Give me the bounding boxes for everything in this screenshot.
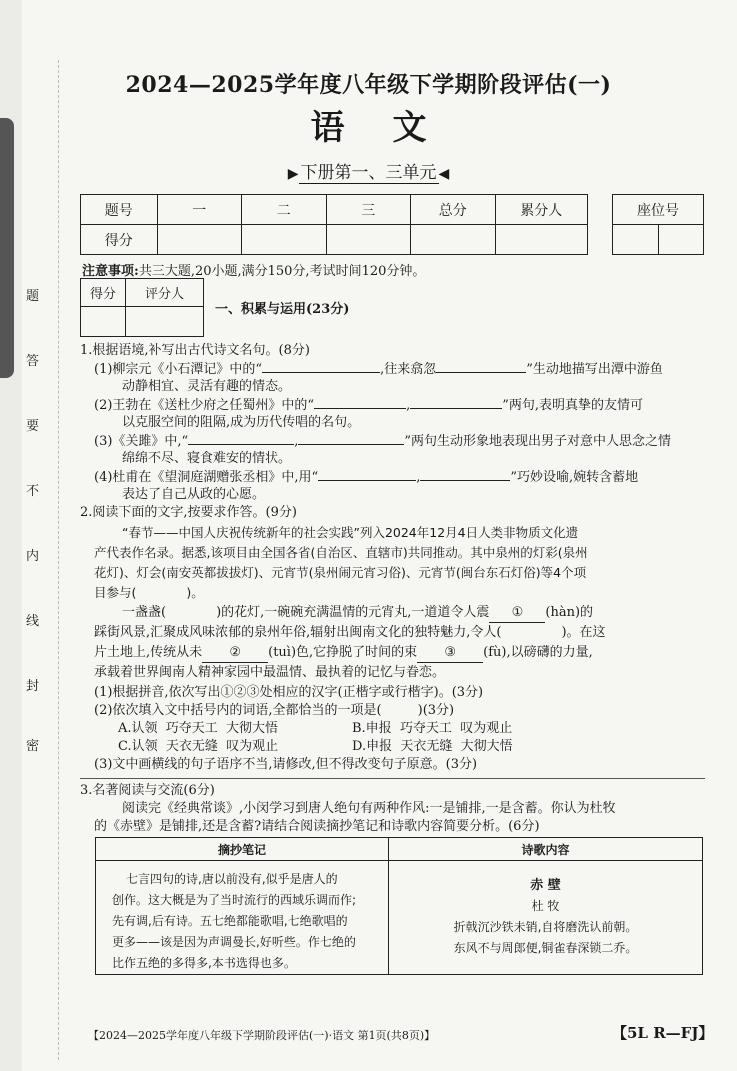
text: )。在这 — [561, 625, 606, 640]
grader-score-label: 得分 — [81, 279, 126, 307]
text: (hàn)的 — [545, 605, 594, 620]
poem-line: 东风不与周郎便,铜雀春深锁二乔。 — [453, 941, 638, 955]
blank-3[interactable]: ③ — [417, 644, 483, 663]
q2-stem: 2.阅读下面的文字,按要求作答。(9分) — [80, 505, 297, 520]
answer-blank[interactable] — [188, 432, 294, 445]
seal-char: 封 — [26, 679, 40, 694]
answer-blank[interactable] — [410, 396, 502, 409]
text: (2)依次填入文中括号内的词语,全都恰当的一项是( — [94, 703, 382, 718]
q1-line: 动静相宜、灵活有趣的情态。 — [122, 379, 292, 394]
text: , — [406, 398, 411, 413]
text: ”两句生动形象地表现出男子对意中人思念之情 — [404, 434, 671, 449]
text: 片土地上,传统从未 — [94, 645, 203, 660]
blank-1[interactable]: ① — [489, 604, 545, 623]
text: ”生动地描写出潭中游鱼 — [526, 362, 663, 377]
option-d[interactable]: D.申报 天衣无缝 大彻大悟 — [352, 739, 513, 754]
subject-title: 语文 — [310, 108, 475, 148]
blank-2[interactable]: ② — [202, 644, 268, 663]
q1-line: 表达了自己从政的心愿。 — [122, 487, 266, 502]
q2-sub2 — [94, 702, 454, 720]
text: 一盏盏( — [122, 605, 167, 620]
score-header-cell: 二 — [242, 195, 327, 225]
seat-cell[interactable] — [613, 225, 659, 255]
score-header-cell: 累分人 — [495, 195, 587, 225]
score-cell[interactable] — [157, 225, 242, 255]
seal-char: 内 — [26, 549, 40, 564]
q1-line: 绵绵不尽、寝食难安的情状。 — [122, 451, 292, 466]
answer-blank[interactable] — [420, 468, 510, 481]
note-line: 七言四句的诗,唐以前没有,似乎是唐人的 — [126, 872, 338, 886]
text: , — [294, 434, 299, 449]
score-header-cell: 三 — [326, 195, 411, 225]
grader-label: 评分人 — [126, 279, 204, 307]
score-cell[interactable] — [242, 225, 327, 255]
seat-cell[interactable] — [658, 225, 704, 255]
seal-char: 要 — [26, 419, 40, 434]
passage-line: “春节——中国人庆祝传统新年的社会实践”列入2024年12月4日人类非物质文化遗 — [122, 525, 579, 540]
score-cell[interactable] — [411, 225, 496, 255]
text: (4)杜甫在《望洞庭湖赠张丞相》中,用“ — [94, 470, 319, 485]
text: ”两句,表明真挚的友情可 — [502, 398, 643, 413]
text: )。 — [186, 585, 204, 600]
q3-body: 的《赤壁》是铺排,还是含蓄?请结合阅读摘抄笔记和诗歌内容简要分析。(6分) — [94, 819, 540, 834]
binding-tab — [0, 118, 14, 378]
q3-stem: 3.名著阅读与交流(6分) — [80, 783, 215, 798]
q2-sub1: (1)根据拼音,依次写出①②③处相应的汉字(正楷字或行楷字)。(3分) — [94, 685, 484, 700]
arrow-left-icon: ◀ — [438, 166, 450, 182]
answer-rule — [80, 778, 705, 779]
q1-line — [94, 432, 671, 451]
answer-blank[interactable] — [298, 432, 404, 445]
note-line: 更多——该是因为声调曼长,好听些。作七绝的 — [112, 935, 356, 949]
unit-banner — [0, 158, 737, 183]
q2-sub3: (3)文中画横线的句子语序不当,请修改,但不得改变句子原意。(3分) — [94, 757, 478, 772]
seat-label: 座位号 — [613, 195, 704, 225]
q1-line — [94, 396, 643, 415]
text: ”巧妙设喻,婉转含蓄地 — [510, 470, 639, 485]
score-cell[interactable] — [495, 225, 587, 255]
score-row-label: 得分 — [81, 225, 158, 255]
answer-blank[interactable] — [436, 360, 526, 373]
note-line: 比作五绝的多得多,本书选得也多。 — [112, 956, 296, 970]
seal-char: 答 — [26, 354, 40, 369]
score-table — [80, 194, 588, 255]
seal-char: 密 — [26, 739, 40, 754]
score-header-cell: 总分 — [411, 195, 496, 225]
answer-blank[interactable] — [314, 396, 406, 409]
text: ,往来翕忽 — [380, 362, 437, 377]
page-footer: 【2024—2025学年度八年级下学期阶段评估(一)·语文 第1页(共8页)】 — [88, 1029, 436, 1042]
text: (fù),以磅礴的力量, — [483, 645, 593, 660]
section-heading: 一、积累与运用(23分) — [215, 302, 350, 317]
seal-char: 不 — [26, 484, 40, 499]
reading-table — [95, 837, 703, 975]
text: )(3分) — [417, 703, 455, 718]
answer-blank[interactable] — [262, 360, 380, 373]
passage-line: 产代表作名录。据悉,该项目由全国各省(自治区、直辖市)共同推动。其中泉州的灯彩(泉州 — [94, 545, 588, 560]
text: (2)王勃在《送杜少府之任蜀州》中的“ — [94, 398, 315, 413]
text: )的花灯,一碗碗充满温情的元宵丸,一道道令人震 — [216, 605, 490, 620]
q1-line — [94, 360, 663, 379]
notice-label: 注意事项: — [82, 264, 139, 279]
excerpt-notes — [96, 861, 389, 975]
text: (3)《关雎》中,“ — [94, 434, 189, 449]
poem-author: 杜 牧 — [531, 899, 560, 913]
note-line: 创作。这大概是为了当时流行的西域乐调而作; — [112, 893, 357, 907]
passage-line — [122, 604, 593, 623]
text: , — [416, 470, 421, 485]
grader-table — [80, 278, 204, 337]
score-cell[interactable] — [326, 225, 411, 255]
q1-stem: 1.根据语境,补写出古代诗文名句。(8分) — [80, 343, 310, 358]
passage-line: 花灯)、灯会(南安英都拔拔灯)、元宵节(泉州闹元宵习俗)、元宵节(闽台东石灯俗)等4个项 — [94, 565, 587, 580]
passage-line — [94, 624, 606, 642]
grader-name-cell[interactable] — [126, 307, 204, 337]
col-header-notes: 摘抄笔记 — [96, 838, 389, 861]
poem-line: 折戟沉沙铁未销,自将磨洗认前朝。 — [453, 920, 638, 934]
q1-line — [94, 468, 638, 487]
seal-char: 题 — [26, 289, 40, 304]
option-c[interactable]: C.认领 天衣无缝 叹为观止 — [118, 739, 279, 754]
poem-content — [389, 861, 703, 975]
option-a[interactable]: A.认领 巧夺天工 大彻大悟 — [118, 721, 279, 736]
passage-line: 承载着世界闽南人精神家园中最温情、最执着的记忆与眷恋。 — [94, 665, 446, 680]
arrow-right-icon: ▶ — [287, 166, 299, 182]
q1-line: 以克服空间的阻隔,成为历代传唱的名句。 — [122, 415, 361, 430]
note-line: 先有调,后有诗。五七绝都能歌唱,七绝歌唱的 — [112, 914, 348, 928]
text: 目参与( — [94, 585, 137, 600]
passage-line — [94, 644, 593, 663]
score-header-cell: 一 — [157, 195, 242, 225]
score-header-cell: 题号 — [81, 195, 158, 225]
poem-title: 赤 壁 — [530, 878, 561, 893]
seal-line — [58, 60, 59, 1060]
passage-line — [94, 584, 204, 602]
col-header-poem: 诗歌内容 — [389, 838, 703, 861]
q3-body: 阅读完《经典常谈》,小闵学习到唐人绝句有两种作风:一是铺排,一是含蓄。你认为杜牧 — [122, 801, 616, 816]
paper-code: 【5L R—FJ】 — [612, 1024, 714, 1042]
unit-label: 下册第一、三单元 — [300, 163, 437, 183]
option-b[interactable]: B.申报 巧夺天工 叹为观止 — [352, 721, 513, 736]
notice — [82, 260, 425, 279]
exam-title: 2024—2025学年度八年级下学期阶段评估(一) — [125, 72, 612, 98]
answer-blank[interactable] — [318, 468, 416, 481]
notice-text: 共三大题,20小题,满分150分,考试时间120分钟。 — [138, 264, 426, 279]
text: (1)柳宗元《小石潭记》中的“ — [94, 362, 263, 377]
seal-char: 线 — [26, 614, 40, 629]
text: 踩街风景,汇聚成风味浓郁的泉州年俗,辐射出闽南文化的独特魅力,令人( — [94, 625, 502, 640]
grader-score-cell[interactable] — [81, 307, 126, 337]
text: (tuì)色,它挣脱了时间的束 — [268, 645, 418, 660]
seat-table — [612, 194, 704, 255]
